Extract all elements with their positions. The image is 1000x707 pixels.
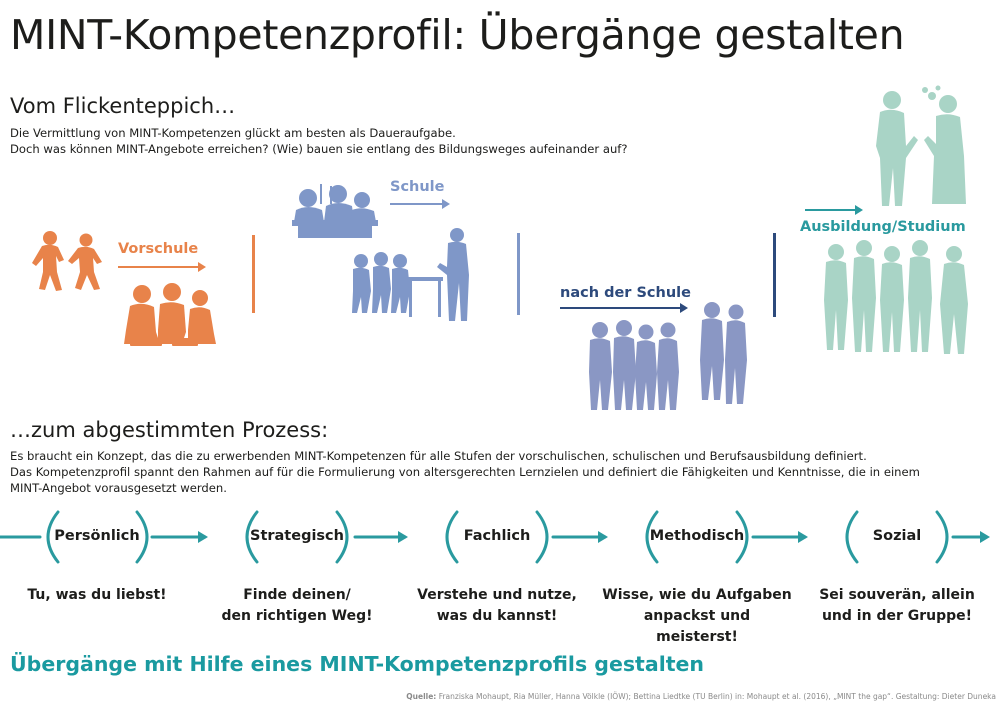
motto-line: Tu, was du liebst! [27,587,167,603]
divider-school [517,233,520,315]
motto-line: Verstehe und nutze, [417,587,577,603]
children-icon [28,228,112,294]
competency-label-methodical: Methodisch [649,528,745,544]
motto-social [802,585,992,627]
footer-title: Übergänge mit Hilfe eines MINT-Kompetenzprofils gestalten [10,652,705,676]
section-heading-patchwork: Vom Flickenteppich… [10,94,236,118]
motto-line: anpackst und meisterst! [643,608,751,645]
motto-subject [402,585,592,627]
school-arrow-icon [390,199,452,209]
motto-line: und in der Gruppe! [821,608,973,624]
stage-label-training-study: Ausbildung/Studium [800,219,966,235]
preschool-arrow-icon [118,262,208,272]
page-title: MINT-Kompetenzprofil: Übergänge gestalten [10,11,905,59]
divider-after-school [773,233,776,317]
stage-label-after-school: nach der Schule [560,285,691,301]
kindergarten-group-icon [120,282,220,348]
scientists-icon [862,86,972,208]
motto-line: Wisse, wie du Aufgaben [602,587,792,603]
competency-label-subject: Fachlich [463,528,531,544]
classroom-icon [345,225,475,325]
intro-line: Die Vermittlung von MINT-Kompetenzen glückt am besten als Daueraufgabe. [10,126,456,140]
competency-label-personal: Persönlich [54,528,140,544]
stage-label-school: Schule [390,179,445,195]
source-note [406,692,996,701]
motto-personal [2,585,192,606]
source-label: Quelle: [406,692,437,701]
stage-label-preschool: Vorschule [118,241,199,257]
intro-text-1 [10,125,628,157]
competency-label-strategic: Strategisch [250,528,344,544]
source-text: Franziska Mohaupt, Ria Müller, Hanna Völkle (IÖW); Bettina Liedtke (TU Berlin) in: Mohaupt et al. (2016), „MINT the gap“. Gestaltung: Dieter Duneka [438,692,996,701]
motto-strategic [202,585,392,627]
intro-line: MINT-Angebot vorausgesetzt werden. [10,481,227,495]
training-arrow-icon [805,205,865,215]
motto-line: Finde deinen/ [243,587,351,603]
section-heading-process: …zum abgestimmten Prozess: [10,418,329,442]
intro-line: Es braucht ein Konzept, das die zu erwerbenden MINT-Kompetenzen für alle Stufen der vorschulischen, schulischen und Berufsausbildung definiert. [10,449,867,463]
motto-line: den richtigen Weg! [221,608,373,624]
motto-methodical [602,585,792,648]
motto-line: Sei souverän, allein [819,587,975,603]
motto-line: was du kannst! [436,608,558,624]
intro-line: Doch was können MINT-Angebote erreichen? (Wie) bauen sie entlang des Bildungsweges aufeinander auf? [10,142,628,156]
intro-line: Das Kompetenzprofil spannt den Rahmen auf für die Formulierung von altersgerechten Lernzielen und definiert die Fähigkeiten und Kenntnisse, die in einem [10,465,920,479]
competency-label-social: Sozial [872,528,922,544]
teenagers-icon [580,300,750,418]
graduates-icon [818,238,978,358]
intro-text-2 [10,448,920,496]
divider-preschool [252,235,255,313]
